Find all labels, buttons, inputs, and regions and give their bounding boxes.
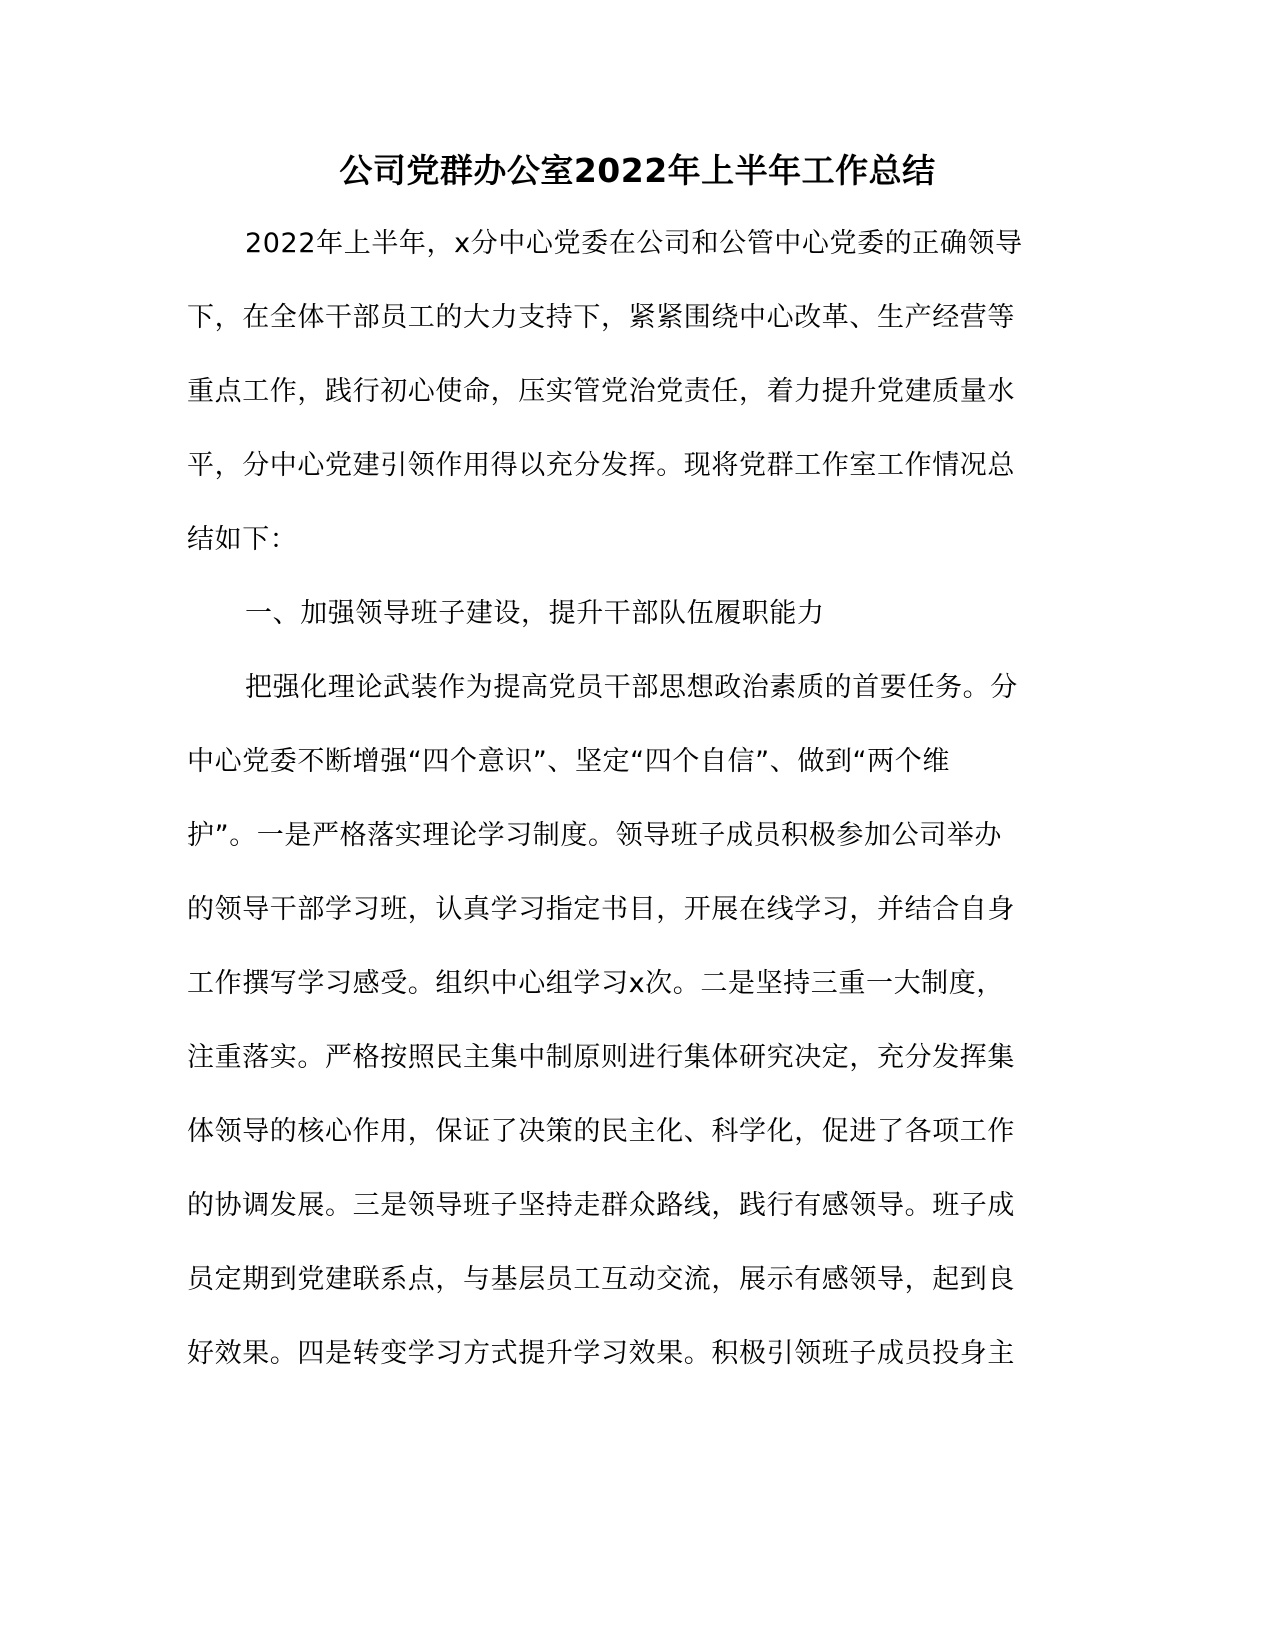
paragraph-2-line-4: 的领导干部学习班，认真学习指定书目，开展在线学习，并结合自身	[187, 894, 1015, 925]
paragraph-2-line-7: 体领导的核心作用，保证了决策的民主化、科学化，促进了各项工作	[187, 1116, 1015, 1147]
paragraph-2-line-6: 注重落实。严格按照民主集中制原则进行集体研究决定，充分发挥集	[187, 1042, 1015, 1073]
paragraph-2-line-3: 护”。一是严格落实理论学习制度。领导班子成员积极参加公司举办	[187, 820, 1002, 851]
paragraph-1-line-5: 结如下：	[187, 524, 298, 555]
paragraph-1-line-1: 2022年上半年，x分中心党委在公司和公管中心党委的正确领导	[245, 228, 1023, 259]
paragraph-2-line-1: 把强化理论武装作为提高党员干部思想政治素质的首要任务。分	[245, 672, 1018, 703]
paragraph-2-line-8: 的协调发展。三是领导班子坚持走群众路线，践行有感领导。班子成	[187, 1190, 1015, 1221]
paragraph-2-line-9: 员定期到党建联系点，与基层员工互动交流，展示有感领导，起到良	[187, 1264, 1015, 1295]
paragraph-1-line-2: 下，在全体干部员工的大力支持下，紧紧围绕中心改革、生产经营等	[187, 302, 1015, 333]
paragraph-2-line-5: 工作撰写学习感受。组织中心组学习x次。二是坚持三重一大制度，	[187, 968, 1004, 999]
paragraph-1-line-3: 重点工作，践行初心使命，压实管党治党责任，着力提升党建质量水	[187, 376, 1015, 407]
paragraph-2-line-10: 好效果。四是转变学习方式提升学习效果。积极引领班子成员投身主	[187, 1338, 1015, 1369]
document-title: 公司党群办公室2022年上半年工作总结	[339, 151, 936, 190]
paragraph-2-line-2: 中心党委不断增强“四个意识”、坚定“四个自信”、做到“两个维	[187, 746, 950, 777]
section-heading-1: 一、加强领导班子建设，提升干部队伍履职能力	[245, 598, 825, 629]
paragraph-1-line-4: 平，分中心党建引领作用得以充分发挥。现将党群工作室工作情况总	[187, 450, 1015, 481]
